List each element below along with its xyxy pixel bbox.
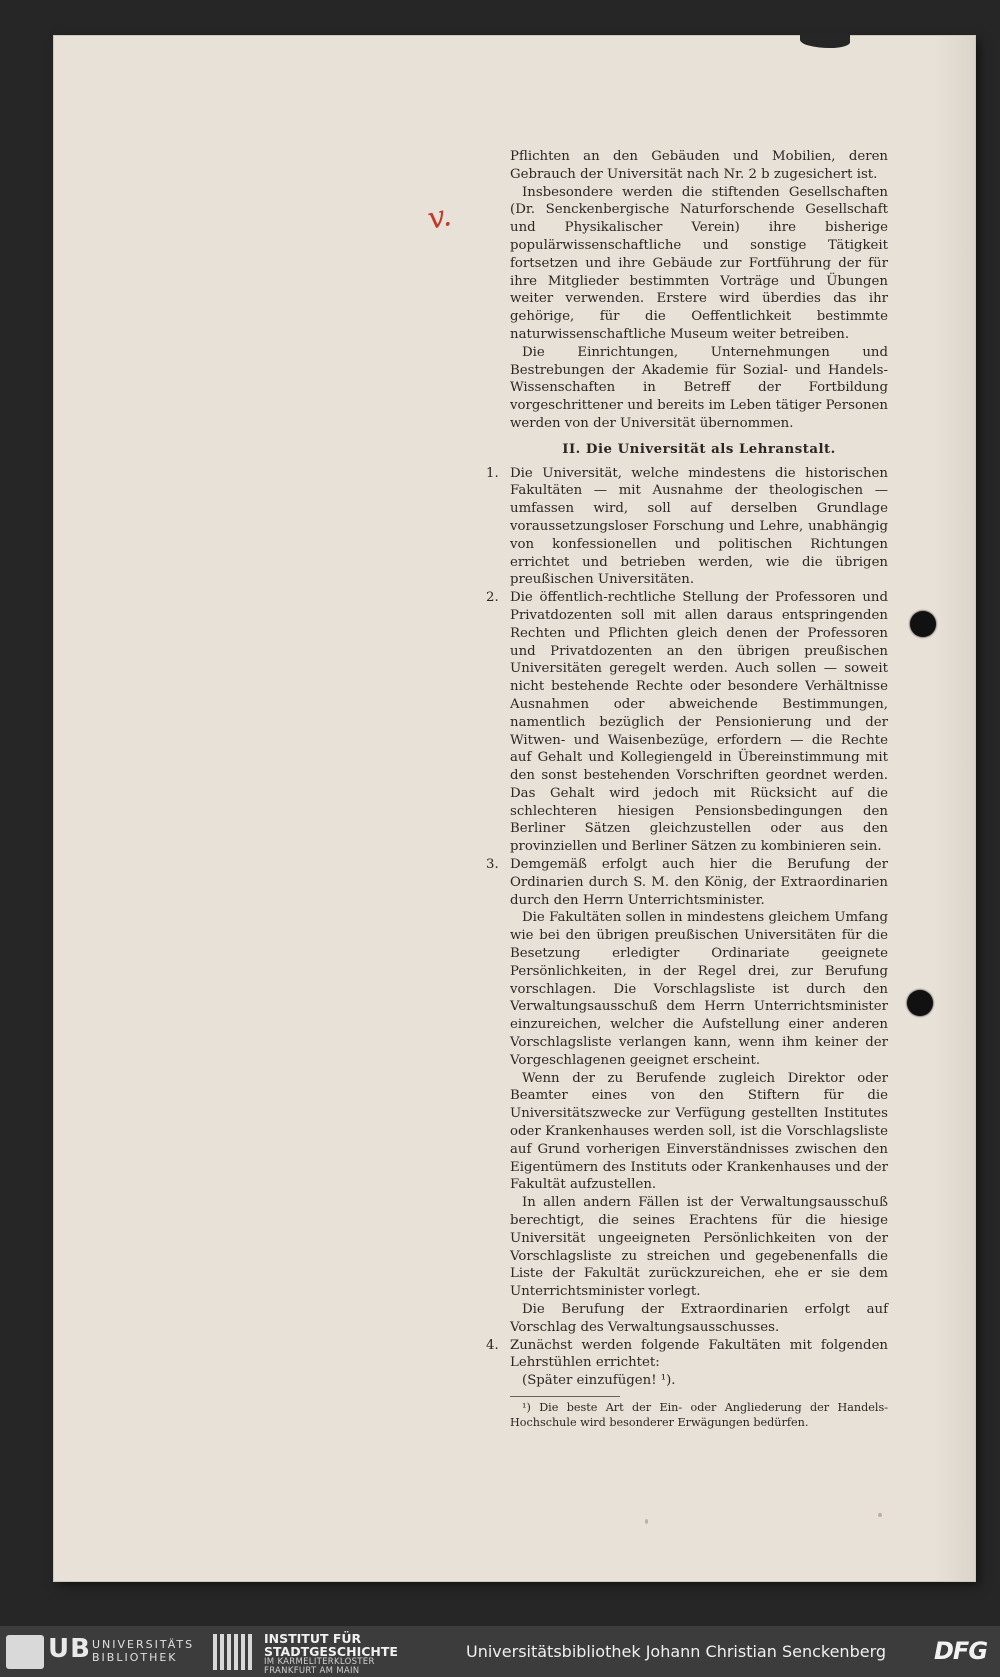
paragraph: (Später einzufügen! ¹). (522, 1373, 676, 1389)
item-number: 4. (486, 1337, 499, 1353)
list-item (486, 1337, 888, 1390)
paragraph: Die öffentlich-rechtliche Stellung der Professoren und Privatdozenten soll mit allen daraus entspringenden Rechten und Pflichten gleich denen der Professoren und Privatdozenten an den übrigen preußischen Universitäten geregelt werden. Auch sollen — soweit nicht bestehende Rechte oder besondere Verhältnisse Ausnahmen oder abweichende Bestimmungen, namentlich bezüglich der Pensionierung und der Witwen- und Waisenbezüge, erfordern — die Rechte auf Gehalt und Kollegiengeld in Übereinstimmung mit den sonst bestehenden Vorschriften geordnet werden. Das Gehalt wird jedoch mit Rücksicht auf die schlechteren hiesigen Pensionsbedingungen den Berliner Sätzen gleichzustellen oder aus den provinziellen und Berliner Sätzen zu kombinieren sein. (510, 590, 888, 855)
library-title: Universitätsbibliothek Johann Christian Senckenberg (466, 1642, 887, 1661)
paragraph: Die Universität, welche mindestens die historischen Fakultäten — mit Ausnahme der theologischen — umfassen wird, soll auf derselben Grundlage voraussetzungsloser Forschung und Lehre, unabhängig von konfessionellen und politischen Richtungen errichtet und betrieben werden, wie die übrigen preußischen Universitäten. (510, 465, 888, 588)
isg-title: INSTITUT FÜR (264, 1631, 362, 1646)
isg-logo-icon[interactable] (213, 1634, 255, 1670)
paragraph: Wenn der zu Berufende zugleich Direktor oder Beamter eines von den Stiftern für die Universitätszwecke zur Verfügung gestellten Institutes oder Krankenhauses werden soll, ist die Vorschlagsliste auf Grund vorherigen Einverständnisses zwischen den Eigentümern des Instituts oder Krankenhauses und der Fakultät aufzustellen. (510, 1070, 888, 1193)
ub-logo-line: UNIVERSITÄTS (92, 1638, 195, 1651)
item-number: 2. (486, 590, 499, 606)
paragraph: Zunächst werden folgende Fakultäten mit folgenden Lehrstühlen errichtet: (510, 1337, 888, 1371)
paragraph: In allen andern Fällen ist der Verwaltungsausschuß berechtigt, die seines Erachtens für die hiesige Universität ungeeigneten Persönlichkeiten von der Vorschlagsliste zu streichen und gegebenenfalls die Liste der Fakultät zurückzureichen, ehe er sie dem Unterrichtsminister vorlegt. (510, 1195, 888, 1300)
item-number: 1. (486, 465, 499, 481)
isg-title: STADTGESCHICHTE (264, 1644, 398, 1659)
paper-speck (645, 1519, 648, 1524)
punch-hole (910, 611, 936, 637)
ub-logo-text[interactable]: UB (48, 1634, 91, 1664)
paragraph: Die Berufung der Extraordinarien erfolgt auf Vorschlag des Verwaltungsausschusses. (510, 1302, 888, 1335)
footnote: ¹) Die beste Art der Ein- oder Angliederung der Handels-Hochschule wird besonderer Erwägungen bedürfen. (510, 1400, 888, 1429)
footnote-divider (510, 1396, 620, 1397)
isg-subtitle: IM KARMELITERKLOSTER (264, 1657, 375, 1667)
paragraph: Die Fakultäten sollen in mindestens gleichem Umfang wie bei den übrigen preußischen Universitäten für die Besetzung erledigter Ordinariate geeignete Persönlichkeiten, in der Regel drei, zur Berufung vorschlagen. Die Vorschlagsliste ist durch den Verwaltungsausschuß dem Herrn Unterrichtsminister einzureichen, welcher die Aufstellung einer anderen Vorschlagsliste verlangen kann, wenn ihm keiner der Vorgeschlagenen geeignet erscheint. (510, 910, 888, 1068)
paragraph: Pflichten an den Gebäuden und Mobilien, deren Gebrauch der Universität nach Nr. 2 b zugesichert ist. (510, 149, 888, 182)
section-heading: II. Die Universität als Lehranstalt. (562, 441, 836, 457)
margin-annotation: v. (424, 197, 455, 238)
punch-hole (907, 990, 933, 1016)
paragraph: Die Einrichtungen, Unternehmungen und Bestrebungen der Akademie für Sozial- und Handels-Wissenschaften in Betreff der Fortbildung vorgeschrittener und bereits im Leben tätiger Personen werden von der Universität übernommen. (510, 344, 888, 431)
dfg-logo[interactable]: DFG (934, 1637, 988, 1665)
isg-subtitle: FRANKFURT AM MAIN (264, 1666, 360, 1676)
item-number: 3. (486, 857, 499, 873)
ub-logo-line: BIBLIOTHEK (92, 1651, 178, 1664)
footer-bar (0, 1626, 1000, 1677)
ub-logo-icon[interactable] (6, 1635, 44, 1669)
text-column (486, 148, 888, 1430)
paper-speck (878, 1513, 882, 1517)
paragraph: Insbesondere werden die stiftenden Gesellschaften (Dr. Senckenbergische Naturforschende Gesellschaft und Physikalischer Verein) ihre bisherige populärwissenschaftliche und sonstige Tätigkeit fortsetzen und ihre Gebäude zur Fortführung der für ihre Mitglieder bestimmten Vorträge und Übungen weiter verwenden. Erstere wird überdies das ihr gehörige, für die Oeffentlichkeit bestimmte naturwissenschaftliche Museum weiter betreiben. (510, 184, 888, 342)
list-item (486, 465, 888, 590)
paragraph: Demgemäß erfolgt auch hier die Berufung der Ordinarien durch S. M. den König, der Extraordinarien durch den Herrn Unterrichtsminister. (510, 857, 888, 908)
list-item (486, 589, 888, 856)
list-item (486, 856, 888, 1337)
